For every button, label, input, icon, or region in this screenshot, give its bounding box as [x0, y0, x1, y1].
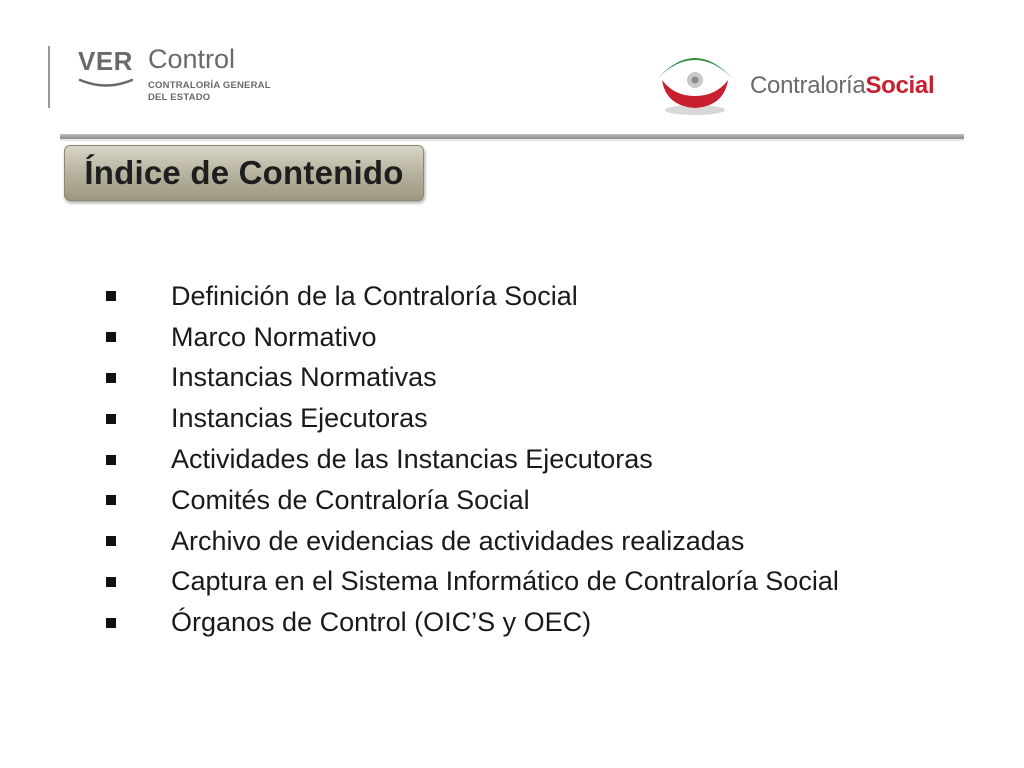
list-item	[100, 480, 839, 521]
logo-product: Control	[148, 44, 236, 74]
logo-brand: VER	[78, 46, 133, 76]
ver-control-logo	[48, 42, 288, 112]
index-list	[100, 276, 839, 643]
list-item-label: Comités de Contraloría Social	[171, 484, 530, 515]
contraloria-social-logo	[652, 44, 962, 124]
list-item	[100, 398, 839, 439]
eye-emblem-icon	[652, 44, 738, 120]
square-bullet-icon	[106, 618, 116, 628]
list-item-label: Actividades de las Instancias Ejecutoras	[171, 444, 653, 475]
list-item-label: Instancias Ejecutoras	[171, 403, 428, 434]
list-item	[100, 317, 839, 358]
title-box	[64, 145, 424, 201]
list-item	[100, 358, 839, 399]
list-item	[100, 602, 839, 643]
header-divider-shadow	[60, 139, 964, 141]
list-item-label: Marco Normativo	[171, 321, 377, 352]
list-item	[100, 439, 839, 480]
swoosh-icon	[78, 77, 134, 91]
logo-wordmark-bold: Social	[865, 72, 935, 99]
square-bullet-icon	[106, 495, 116, 505]
list-item-label: Órganos de Control (OIC’S y OEC)	[171, 607, 592, 638]
list-item-label: Definición de la Contraloría Social	[171, 280, 578, 311]
list-item	[100, 276, 839, 317]
list-item	[100, 521, 839, 562]
logo-wordmark-regular: Contraloría	[750, 72, 866, 99]
list-item-label: Captura en el Sistema Informático de Contraloría Social	[171, 566, 839, 597]
square-bullet-icon	[106, 291, 116, 301]
list-item-label: Archivo de evidencias de actividades realizadas	[171, 525, 745, 556]
square-bullet-icon	[106, 455, 116, 465]
square-bullet-icon	[106, 577, 116, 587]
logo-divider	[48, 46, 50, 108]
square-bullet-icon	[106, 373, 116, 383]
logo-subtitle-line2: DEL ESTADO	[148, 92, 211, 103]
logo-wordmark	[750, 72, 934, 100]
square-bullet-icon	[106, 414, 116, 424]
logo-subtitle	[148, 80, 271, 104]
logo-subtitle-line1: CONTRALORÍA GENERAL	[148, 80, 271, 91]
page-title: Índice de Contenido	[84, 154, 404, 191]
square-bullet-icon	[106, 332, 116, 342]
list-item-label: Instancias Normativas	[171, 362, 437, 393]
list-item	[100, 562, 839, 603]
square-bullet-icon	[106, 536, 116, 546]
